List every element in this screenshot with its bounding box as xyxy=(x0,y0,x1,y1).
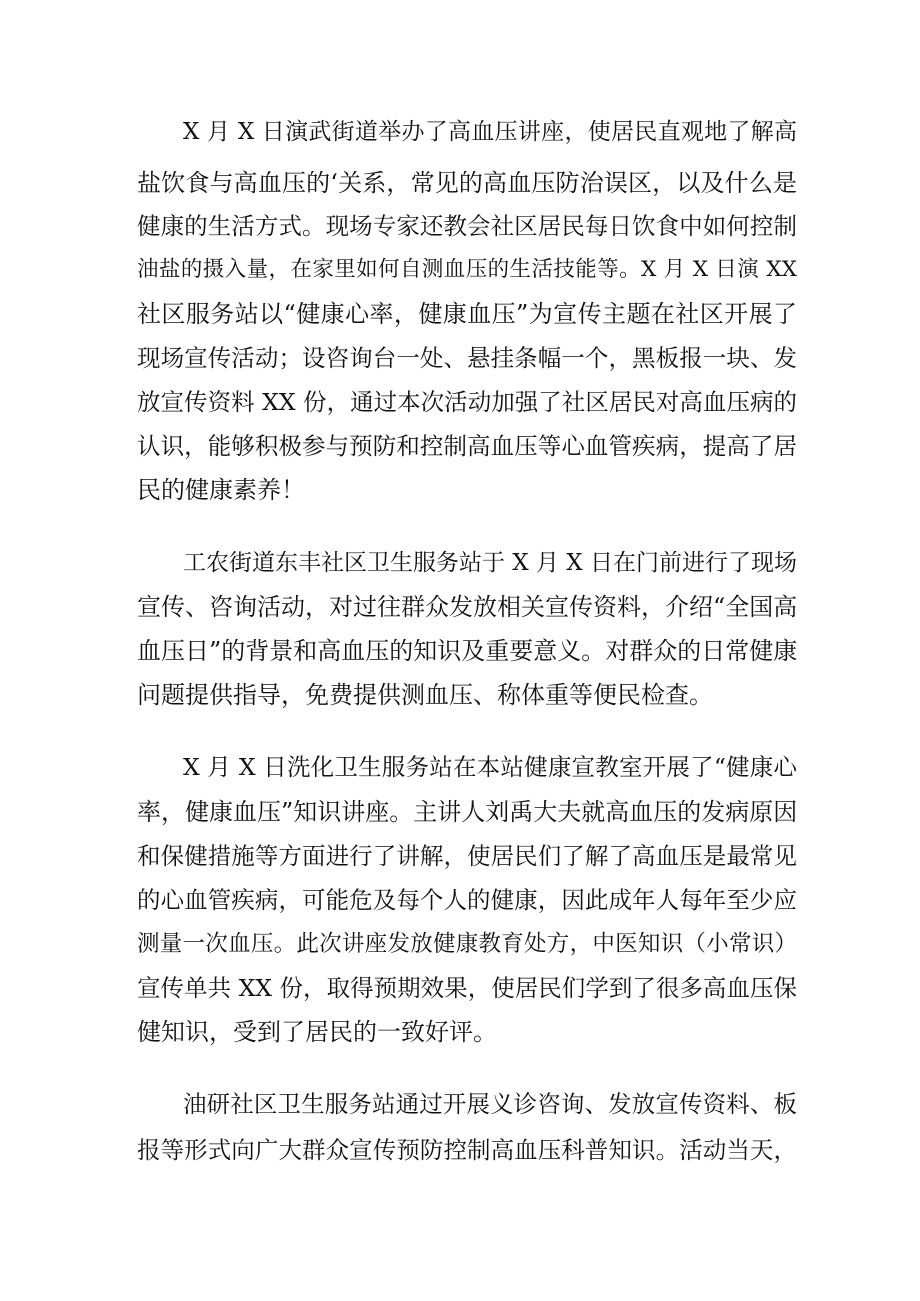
paragraph-line: 健康的生活方式。现场专家还教会社区居民每日饮食中如何控制 xyxy=(137,212,797,240)
paragraph-line: 宣传单共 XX 份，取得预期效果，使居民们学到了很多高血压保 xyxy=(137,974,797,1002)
paragraph-line: 问题提供指导，免费提供测血压、称体重等便民检查。 xyxy=(137,681,713,709)
paragraph-line: 工农街道东丰社区卫生服务站于 X 月 X 日在门前进行了现场 xyxy=(183,550,797,576)
paragraph-line: 健知识，受到了居民的一致好评。 xyxy=(137,1018,497,1046)
paragraph-line: 油盐的摄入量，在家里如何自测血压的生活技能等。X 月 X 日演 XX xyxy=(137,257,797,282)
paragraph-line: 测量一次血压。此次讲座发放健康教育处方，中医知识（小常识） xyxy=(137,931,797,957)
paragraph-line: 油研社区卫生服务站通过开展义诊咨询、发放宣传资料、板 xyxy=(183,1090,797,1118)
paragraph-line: 报等形式向广大群众宣传预防控制高血压科普知识。活动当天， xyxy=(137,1136,797,1164)
paragraph-line: 现场宣传活动；设咨询台一处、悬挂条幅一个，黑板报一块、发 xyxy=(137,344,797,372)
paragraph-line: 宣传、咨询活动，对过往群众发放相关宣传资料，介绍“全国高 xyxy=(137,593,798,621)
paragraph-line: 民的健康素养！ xyxy=(137,476,305,504)
paragraph-line: 率，健康血压”知识讲座。主讲人刘禹大夫就高血压的发病原因 xyxy=(137,798,798,826)
paragraph-line: X 月 X 日演武街道举办了高血压讲座，使居民直观地了解高 xyxy=(183,119,797,145)
paragraph-line: 和保健措施等方面进行了讲解，使居民们了解了高血压是最常见 xyxy=(137,842,797,870)
paragraph-line: 认识，能够积极参与预防和控制高血压等心血管疾病，提高了居 xyxy=(137,432,797,460)
paragraph-line: 血压日”的背景和高血压的知识及重要意义。对群众的日常健康 xyxy=(137,637,798,665)
paragraph-line: X 月 X 日洗化卫生服务站在本站健康宣教室开展了“健康心 xyxy=(183,753,797,781)
paragraph-line: 盐饮食与高血压的‘关系，常见的高血压防治误区，以及什么是 xyxy=(137,169,797,197)
paragraph-line: 社区服务站以“健康心率，健康血压”为宣传主题在社区开展了 xyxy=(137,300,797,328)
paragraph-line: 的心血管疾病，可能危及每个人的健康，因此成年人每年至少应 xyxy=(137,886,797,914)
paragraph-line: 放宣传资料 XX 份，通过本次活动加强了社区居民对高血压病的 xyxy=(137,388,797,416)
